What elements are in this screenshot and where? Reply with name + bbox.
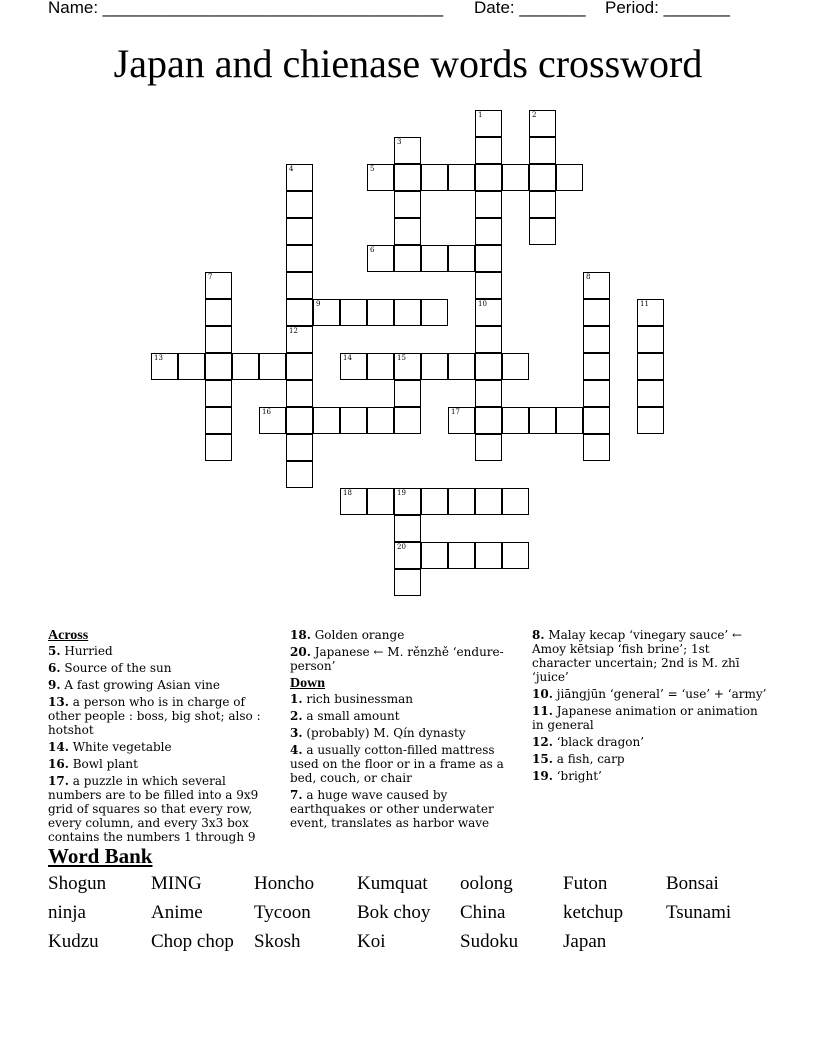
- grid-cell[interactable]: [583, 407, 610, 434]
- clue-down-8: 8. Malay kecap ‘vinegary sauce’ ← Amoy kētsiap ‘fish brine’; 1st character uncertain; 2nd is M. zhī ‘juice’: [532, 628, 743, 684]
- word-bank-word: Shogun: [48, 873, 107, 894]
- grid-cell[interactable]: [205, 380, 232, 407]
- grid-cell[interactable]: [475, 380, 502, 407]
- grid-cell[interactable]: [313, 407, 340, 434]
- clue-number: 20: [397, 543, 406, 551]
- word-bank-word: Chop chop: [151, 931, 234, 952]
- clue-across-5: 5. Hurried: [48, 644, 113, 658]
- clue-number: 9: [316, 300, 321, 308]
- grid-cell[interactable]: [205, 407, 232, 434]
- grid-cell[interactable]: [205, 272, 232, 299]
- grid-cell[interactable]: [529, 218, 556, 245]
- grid-cell[interactable]: [448, 353, 475, 380]
- clue-down-3: 3. (probably) M. Qín dynasty: [290, 726, 466, 740]
- grid-cell[interactable]: [205, 326, 232, 353]
- clue-across-20: 20. Japanese ← M. rěnzhě ‘endure-person’: [290, 645, 504, 673]
- grid-cell[interactable]: [367, 407, 394, 434]
- grid-cell[interactable]: [583, 299, 610, 326]
- grid-cell[interactable]: [583, 353, 610, 380]
- grid-cell[interactable]: [529, 110, 556, 137]
- word-bank-word: ninja: [48, 902, 86, 923]
- grid-cell[interactable]: [340, 488, 367, 515]
- word-bank-title: Word Bank: [48, 844, 153, 868]
- grid-cell[interactable]: [475, 191, 502, 218]
- clue-across-17: 17. a puzzle in which several numbers are to be filled into a 9x9 grid of squares so that every row, every column, and every 3x3 box contains the numbers 1 through 9: [48, 774, 259, 844]
- grid-cell[interactable]: [394, 191, 421, 218]
- clue-down-7: 7. a huge wave caused by earthquakes or other underwater event, translates as harbor wave: [290, 788, 494, 830]
- name-field[interactable]: Name: ____________________________________: [48, 0, 444, 17]
- clue-number: 10: [478, 300, 487, 308]
- grid-cell[interactable]: [286, 434, 313, 461]
- grid-cell[interactable]: [421, 164, 448, 191]
- grid-cell[interactable]: [637, 353, 664, 380]
- grid-cell[interactable]: [178, 353, 205, 380]
- grid-cell[interactable]: [367, 488, 394, 515]
- word-bank-word: Bonsai: [666, 873, 719, 894]
- grid-cell[interactable]: [394, 569, 421, 596]
- clue-down-11: 11. Japanese animation or animation in general: [532, 704, 758, 732]
- grid-cell[interactable]: [394, 299, 421, 326]
- grid-cell[interactable]: [259, 407, 286, 434]
- word-bank-word: ketchup: [563, 902, 624, 923]
- grid-cell[interactable]: [529, 137, 556, 164]
- grid-cell[interactable]: [394, 488, 421, 515]
- clue-number: 17: [451, 408, 460, 416]
- grid-cell[interactable]: [502, 164, 529, 191]
- grid-cell[interactable]: [583, 434, 610, 461]
- grid-cell[interactable]: [502, 353, 529, 380]
- grid-cell[interactable]: [394, 218, 421, 245]
- clue-number: 19: [397, 489, 406, 497]
- grid-cell[interactable]: [286, 245, 313, 272]
- grid-cell[interactable]: [637, 326, 664, 353]
- grid-cell[interactable]: [367, 353, 394, 380]
- grid-cell[interactable]: [475, 137, 502, 164]
- grid-cell[interactable]: [475, 272, 502, 299]
- grid-cell[interactable]: [286, 407, 313, 434]
- word-bank-word: Sudoku: [460, 931, 519, 952]
- clue-number: 5: [370, 165, 375, 173]
- grid-cell[interactable]: [340, 299, 367, 326]
- grid-cell[interactable]: [394, 137, 421, 164]
- clue-number: 16: [262, 408, 271, 416]
- grid-cell[interactable]: [259, 353, 286, 380]
- clue-down-15: 15. a fish, carp: [532, 752, 625, 766]
- grid-cell[interactable]: [205, 353, 232, 380]
- word-bank-word: Tycoon: [254, 902, 311, 923]
- grid-cell[interactable]: [367, 164, 394, 191]
- grid-cell[interactable]: [394, 407, 421, 434]
- grid-cell[interactable]: [340, 407, 367, 434]
- grid-cell[interactable]: [556, 164, 583, 191]
- word-bank-word: Kudzu: [48, 931, 99, 952]
- grid-cell[interactable]: [637, 299, 664, 326]
- word-bank-word: Kumquat: [357, 873, 428, 894]
- grid-cell[interactable]: [232, 353, 259, 380]
- grid-cell[interactable]: [448, 245, 475, 272]
- across-list-a: [48, 644, 280, 844]
- grid-cell[interactable]: [313, 299, 340, 326]
- clue-number: 3: [397, 138, 402, 146]
- grid-cell[interactable]: [502, 542, 529, 569]
- grid-cell[interactable]: [475, 407, 502, 434]
- grid-cell[interactable]: [286, 380, 313, 407]
- grid-cell[interactable]: [583, 326, 610, 353]
- word-bank-word: Tsunami: [666, 902, 732, 923]
- grid-cell[interactable]: [556, 407, 583, 434]
- period-field[interactable]: Period: _______: [605, 0, 730, 17]
- clue-down-10: 10. jiāngjūn ‘general’ = ‘use’ + ‘army’: [532, 687, 767, 701]
- clue-number: 12: [289, 327, 298, 335]
- clue-number: 18: [343, 489, 352, 497]
- grid-cell[interactable]: [475, 542, 502, 569]
- grid-cell[interactable]: [286, 461, 313, 488]
- grid-cell[interactable]: [286, 299, 313, 326]
- across-heading: Across: [48, 628, 89, 643]
- grid-cell[interactable]: [286, 191, 313, 218]
- grid-cell[interactable]: [367, 299, 394, 326]
- grid-cell[interactable]: [340, 353, 367, 380]
- grid-cell[interactable]: [421, 245, 448, 272]
- grid-cell[interactable]: [475, 110, 502, 137]
- grid-cell[interactable]: [475, 164, 502, 191]
- grid-cell[interactable]: [583, 272, 610, 299]
- clue-number: 4: [289, 165, 294, 173]
- grid-cell[interactable]: [286, 164, 313, 191]
- grid-cell[interactable]: [394, 164, 421, 191]
- grid-cell[interactable]: [637, 407, 664, 434]
- clue-number: 1: [478, 111, 483, 119]
- clue-number: 2: [532, 111, 537, 119]
- page-title: Japan and chienase words crossword: [113, 41, 703, 86]
- grid-cell[interactable]: [448, 164, 475, 191]
- grid-cell[interactable]: [529, 407, 556, 434]
- grid-cell[interactable]: [475, 245, 502, 272]
- clue-down-4: 4. a usually cotton-filled mattress used on the floor or in a frame as a bed, couch, or chair: [290, 743, 504, 785]
- clue-number: 14: [343, 354, 352, 362]
- clue-number: 8: [586, 273, 591, 281]
- grid-cell[interactable]: [205, 434, 232, 461]
- clue-across-13: 13. a person who is in charge of other people : boss, big shot; also : hotshot: [48, 695, 261, 737]
- word-bank-word: Honcho: [254, 873, 315, 894]
- word-bank-word: Bok choy: [357, 902, 431, 923]
- grid-cell[interactable]: [502, 407, 529, 434]
- grid-cell[interactable]: [583, 380, 610, 407]
- grid-cell[interactable]: [394, 515, 421, 542]
- word-bank-word: Skosh: [254, 931, 301, 952]
- grid-cell[interactable]: [286, 353, 313, 380]
- grid-cell[interactable]: [475, 488, 502, 515]
- clue-across-9: 9. A fast growing Asian vine: [48, 678, 221, 692]
- grid-cell[interactable]: [475, 353, 502, 380]
- grid-cell[interactable]: [421, 299, 448, 326]
- clue-across-6: 6. Source of the sun: [48, 661, 172, 675]
- grid-cell[interactable]: [529, 164, 556, 191]
- word-bank-word: Koi: [357, 931, 386, 952]
- clue-number: 7: [208, 273, 213, 281]
- clue-across-14: 14. White vegetable: [48, 740, 172, 754]
- clue-number: 6: [370, 246, 375, 254]
- clue-down-2: 2. a small amount: [290, 709, 400, 723]
- word-bank-word: oolong: [460, 873, 513, 894]
- date-field[interactable]: Date: _______: [474, 0, 586, 17]
- clue-number: 11: [640, 300, 649, 308]
- grid-cell[interactable]: [421, 488, 448, 515]
- grid-cell[interactable]: [475, 299, 502, 326]
- grid-cell[interactable]: [286, 218, 313, 245]
- word-bank-word: Japan: [563, 931, 607, 952]
- grid-cell[interactable]: [394, 542, 421, 569]
- down-heading: Down: [290, 676, 326, 691]
- grid-cell[interactable]: [205, 299, 232, 326]
- grid-cell[interactable]: [637, 380, 664, 407]
- grid-cell[interactable]: [367, 245, 394, 272]
- grid-cell[interactable]: [448, 488, 475, 515]
- clue-down-1: 1. rich businessman: [290, 692, 414, 706]
- clue-column-middle: [290, 628, 526, 833]
- grid-cell[interactable]: [475, 218, 502, 245]
- grid-cell[interactable]: [151, 353, 178, 380]
- grid-cell[interactable]: [286, 326, 313, 353]
- grid-cell[interactable]: [394, 380, 421, 407]
- clue-down-19: 19. ‘bright’: [532, 769, 602, 783]
- grid-cell[interactable]: [421, 353, 448, 380]
- clue-column-right: [532, 628, 768, 786]
- grid-cell[interactable]: [421, 542, 448, 569]
- word-bank-word: China: [460, 902, 506, 923]
- grid-cell[interactable]: [448, 542, 475, 569]
- clue-across-18: 18. Golden orange: [290, 628, 405, 642]
- grid-cell[interactable]: [394, 245, 421, 272]
- grid-cell[interactable]: [502, 488, 529, 515]
- grid-cell[interactable]: [475, 434, 502, 461]
- clue-number: 15: [397, 354, 406, 362]
- grid-cell[interactable]: [475, 326, 502, 353]
- clue-number: 13: [154, 354, 163, 362]
- clue-down-12: 12. ‘black dragon’: [532, 735, 645, 749]
- grid-cell[interactable]: [448, 407, 475, 434]
- word-bank-word: Anime: [151, 902, 203, 923]
- word-bank-word: Futon: [563, 873, 608, 894]
- clue-across-16: 16. Bowl plant: [48, 757, 138, 771]
- grid-cell[interactable]: [394, 353, 421, 380]
- word-bank-word: MING: [151, 873, 202, 894]
- across-clues: [48, 628, 280, 847]
- grid-cell[interactable]: [286, 272, 313, 299]
- grid-cell[interactable]: [529, 191, 556, 218]
